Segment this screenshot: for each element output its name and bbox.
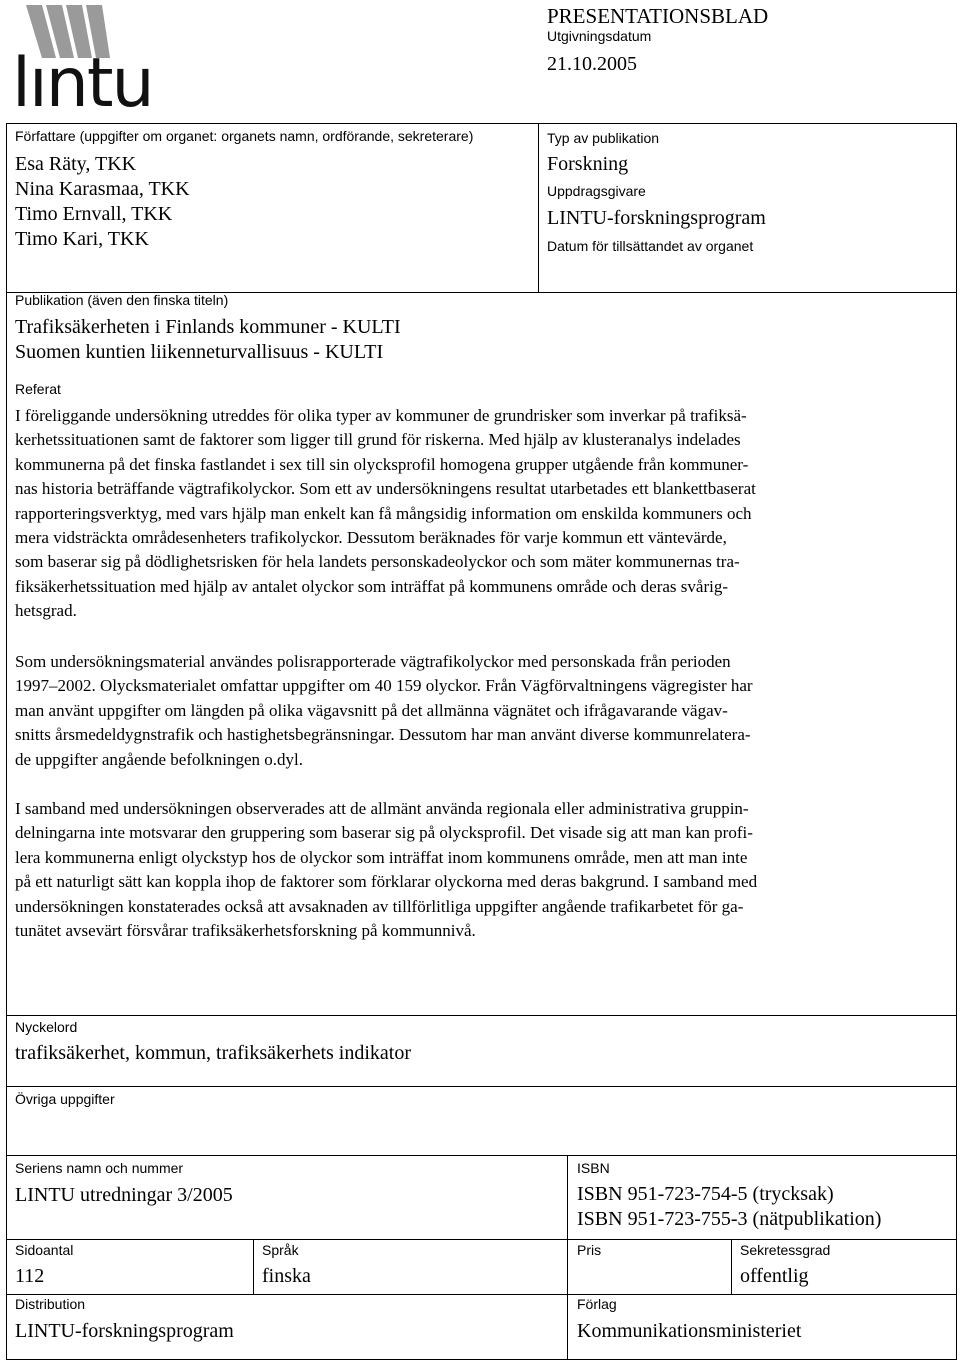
isbn-online: ISBN 951-723-755-3 (nätpublikation)	[577, 1208, 882, 1230]
publisher-value: Kommunikationsministeriet	[577, 1320, 802, 1342]
publication-title-label: Publikation (även den finska titeln)	[15, 292, 229, 308]
abstract-line: delningarna inte motsvarar den gruppering som baserar sig på olycksprofil. Det visade sig att man kan profi-	[15, 823, 753, 843]
publication-date-value: 21.10.2005	[547, 53, 637, 75]
abstract-line: nas historia beträffande vägtrafikolyckor. Som ett av undersökningens resultat utarbetades ett blankettbaserat	[15, 479, 756, 499]
abstract-line: man använt uppgifter om längden på olika vägavsnitt på det allmänna vägnätet och ifrågavarande vägav-	[15, 700, 728, 720]
abstract-line: de uppgifter angående befolkningen o.dyl.	[15, 749, 303, 769]
isbn-print: ISBN 951-723-754-5 (trycksak)	[577, 1183, 834, 1205]
price-label: Pris	[577, 1242, 602, 1258]
lintu-logo	[12, 2, 152, 124]
abstract-line: på ett naturligt sätt kan koppla ihop de faktorer som förklarar olyckorna med deras bakgrund. I samband med	[15, 872, 758, 892]
confidentiality-label: Sekretessgrad	[740, 1242, 831, 1258]
keywords-value: trafiksäkerhet, kommun, trafiksäkerhets indikator	[15, 1042, 411, 1064]
isbn-values	[577, 1182, 881, 1232]
abstract-line: lera kommunerna enligt olyckstyp hos de olyckor som inträffat inom kommunens område, men att man inte	[15, 847, 748, 867]
abstract-line: 1997–2002. Olycksmaterialet omfattar uppgifter om 40 159 olyckor. Från Vägförvaltningens vägregister har	[15, 676, 753, 696]
abstract-paragraph-3	[15, 797, 757, 943]
abstract-line: I föreliggande undersökning utreddes för olika typer av kommuner de grundrisker som inverkar på trafiksä-	[15, 406, 747, 425]
pages-label: Sidoantal	[15, 1242, 74, 1258]
abstract-line: tunätet avsevärt försvårar trafiksäkerhetsforskning på kommunnivå.	[15, 921, 476, 941]
series-label: Seriens namn och nummer	[15, 1160, 184, 1176]
publication-date-label: Utgivningsdatum	[547, 28, 652, 44]
abstract-label: Referat	[15, 381, 61, 397]
abstract-line: mera vidsträckta områdesenheters trafikolyckor. Dessutom beräknades för varje kommun ett väntevärde,	[15, 528, 727, 548]
abstract-line: kerhetssituationen samt de faktorer som ligger till grund för riskerna. Med hjälp av klusteranalys indelades	[15, 430, 741, 450]
abstract-line: kommunerna på det finska fastlandet i sex till sin olycksprofil homogena grupper utgående från kommuner-	[15, 454, 749, 474]
authors-label: Författare (uppgifter om organet: organets namn, ordförande, sekreterare)	[15, 128, 474, 144]
abstract-line: rapporteringsverktyg, med vars hjälp man enkelt kan få mångsidig information om enskilda kommuners och	[15, 503, 752, 523]
author-line: Esa Räty, TKK	[15, 153, 137, 175]
abstract-paragraph-1	[15, 404, 756, 624]
author-line: Timo Kari, TKK	[15, 228, 149, 250]
keywords-label: Nyckelord	[15, 1019, 78, 1035]
language-label: Språk	[262, 1242, 299, 1258]
abstract-line: som baserar sig på dödlighetsrisken för hela landets personskadeolyckor och som mäter kommunernas tra-	[15, 552, 740, 572]
publication-title-finnish: Suomen kuntien liikenneturvallisuus - KULTI	[15, 341, 384, 363]
abstract-paragraph-2	[15, 650, 753, 772]
document-type: PRESENTATIONSBLAD	[547, 4, 769, 28]
language-value: finska	[262, 1265, 311, 1287]
abstract-line: undersökningen konstaterades också att avsaknaden av tillförlitliga uppgifter angående trafikarbetet för ga-	[15, 896, 744, 916]
logo-wordmark: lıntu	[12, 44, 153, 123]
abstract-line: hetsgrad.	[15, 601, 77, 621]
authors-list	[15, 152, 190, 252]
abstract-line: snitts årsmedeldygnstrafik och hastighetsbegränsningar. Dessutom har man använt diverse kommunrelatera-	[15, 725, 751, 745]
commissioner-label: Uppdragsgivare	[547, 183, 646, 199]
distribution-value: LINTU-forskningsprogram	[15, 1320, 234, 1342]
commissioner-value: LINTU-forskningsprogram	[547, 207, 766, 229]
publication-titles	[15, 315, 401, 365]
author-line: Timo Ernvall, TKK	[15, 203, 173, 225]
appointment-date-label: Datum för tillsättandet av organet	[547, 238, 754, 254]
publication-title-swedish: Trafiksäkerheten i Finlands kommuner - KULTI	[15, 316, 401, 338]
publisher-label: Förlag	[577, 1296, 617, 1312]
publication-type-value: Forskning	[547, 153, 629, 175]
confidentiality-value: offentlig	[740, 1265, 809, 1287]
publication-type-label: Typ av publikation	[547, 130, 660, 146]
series-value: LINTU utredningar 3/2005	[15, 1184, 233, 1206]
author-line: Nina Karasmaa, TKK	[15, 178, 190, 200]
distribution-label: Distribution	[15, 1296, 86, 1312]
isbn-label: ISBN	[577, 1160, 610, 1176]
abstract-line: fiksäkerhetssituation med hjälp av antalet olyckor som inträffat på kommunens område och deras svårig-	[15, 576, 729, 596]
abstract-line: Som undersökningsmaterial användes polisrapporterade vägtrafikolyckor med personskada från perioden	[15, 652, 731, 671]
other-info-box	[6, 1086, 957, 1156]
pages-value: 112	[15, 1265, 45, 1287]
other-info-label: Övriga uppgifter	[15, 1091, 115, 1107]
abstract-line: I samband med undersökningen observerades att de allmänt använda regionala eller administrativa gruppin-	[15, 799, 749, 818]
